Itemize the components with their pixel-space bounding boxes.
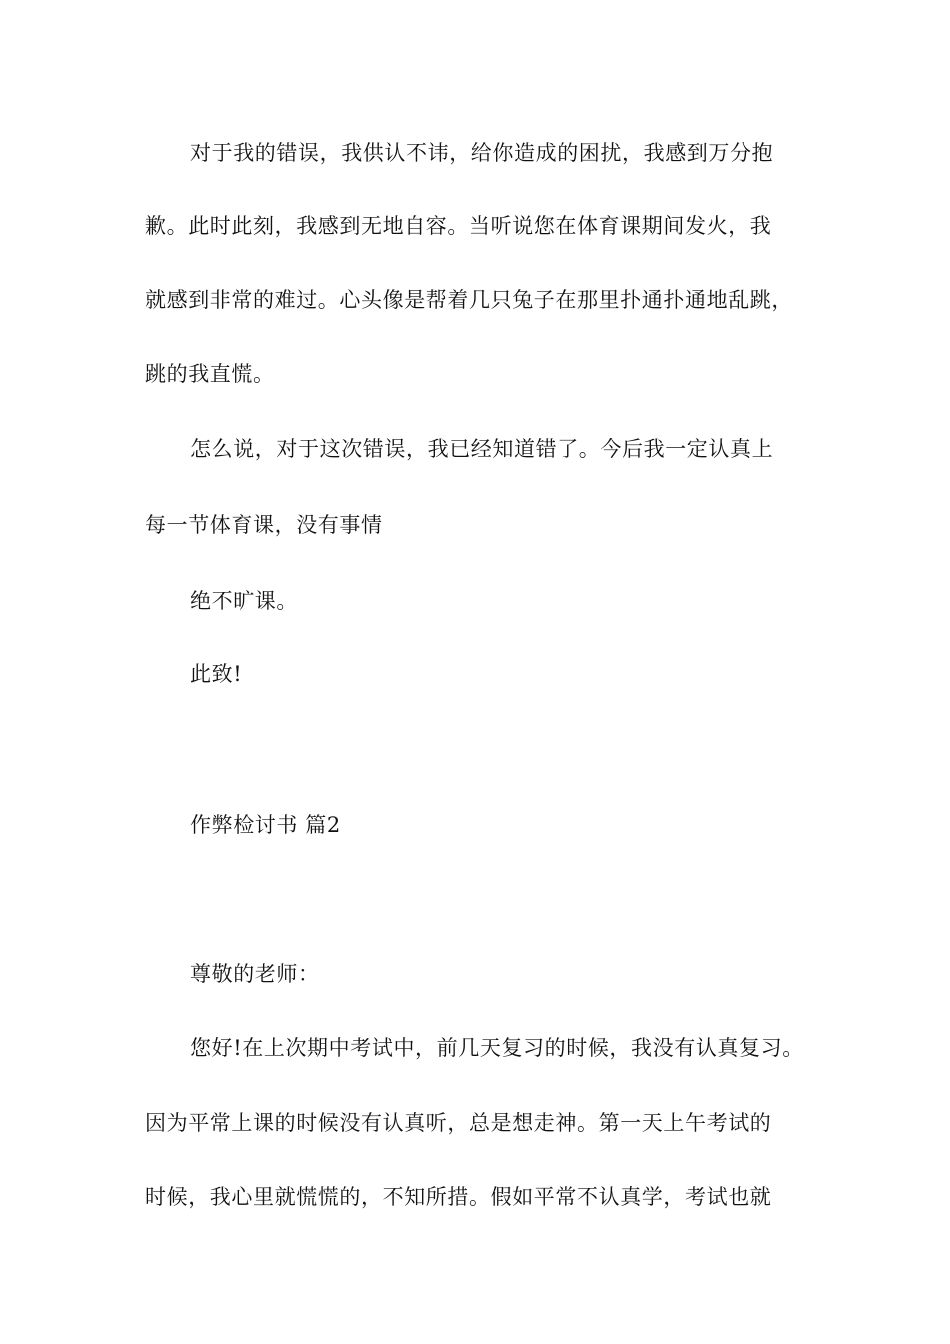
greeting: 尊敬的老师：: [190, 962, 320, 986]
paragraph-2-line-1: 怎么说，对于这次错误，我已经知道错了。今后我一定认真上: [190, 437, 774, 461]
paragraph-1-line-3: 就感到非常的难过。心头像是帮着几只兔子在那里扑通扑通地乱跳，: [145, 288, 793, 312]
paragraph-1-line-1: 对于我的错误，我供认不讳，给你造成的困扰，我感到万分抱: [190, 141, 774, 165]
letter-body-line-3: 时候，我心里就慌慌的，不知所措。假如平常不认真学，考试也就: [145, 1185, 772, 1209]
paragraph-1-line-2: 歉。此时此刻，我感到无地自容。当听说您在体育课期间发火，我: [145, 214, 772, 238]
letter-body-line-1: 您好!在上次期中考试中，前几天复习的时候，我没有认真复习。: [190, 1036, 804, 1060]
paragraph-2-line-2: 每一节体育课，没有事情: [145, 513, 383, 537]
paragraph-3-line-1: 绝不旷课。: [190, 589, 298, 613]
letter-body-line-2: 因为平常上课的时候没有认真听，总是想走神。第一天上午考试的: [145, 1111, 772, 1135]
section-heading: 作弊检讨书 篇2: [190, 813, 341, 837]
paragraph-1-line-4: 跳的我直慌。: [145, 362, 275, 386]
closing-line: 此致!: [190, 662, 243, 686]
